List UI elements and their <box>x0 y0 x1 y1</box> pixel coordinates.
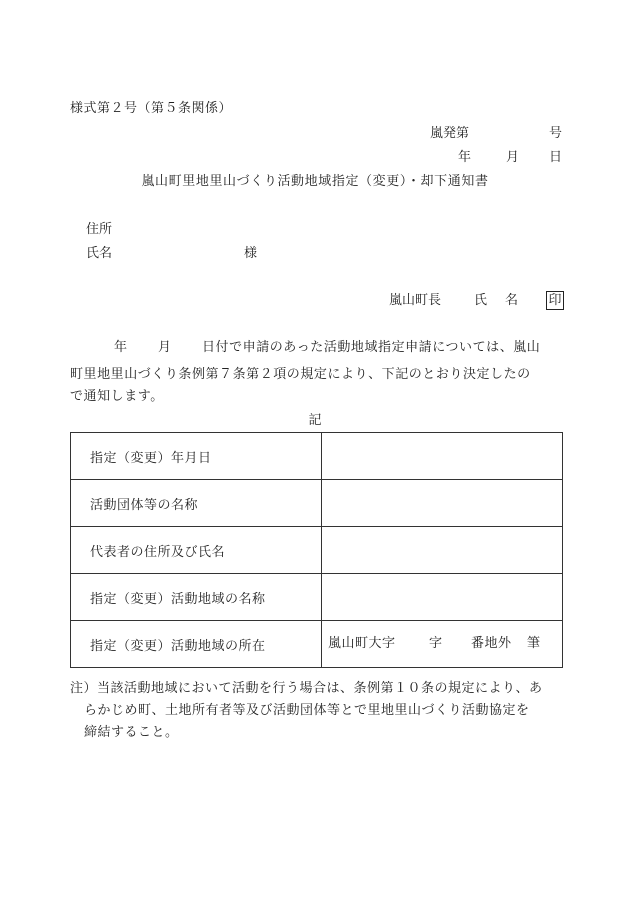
form-number: 様式第２号（第５条関係） <box>70 101 233 116</box>
body-month: 月 <box>158 340 172 355</box>
table-row <box>71 480 563 527</box>
row-label: 活動団体等の名称 <box>71 480 322 527</box>
footnote-line-2: らかじめ町、土地所有者等及び活動団体等とで里地里山づくり活動協定を <box>84 703 530 718</box>
location-value <box>322 621 563 668</box>
recipient-honorific: 様 <box>244 246 258 261</box>
location-aza: 字 <box>429 636 443 651</box>
row-value <box>322 527 563 574</box>
ki-heading: 記 <box>308 413 322 428</box>
row-label: 指定（変更）活動地域の所在 <box>71 621 322 668</box>
row-value <box>322 480 563 527</box>
details-table <box>70 432 563 668</box>
body-year: 年 <box>114 340 128 355</box>
recipient-address-label: 住所 <box>86 222 113 237</box>
row-label: 代表者の住所及び氏名 <box>71 527 322 574</box>
issuer-title: 嵐山町長 <box>389 293 442 308</box>
location-hitsu: 筆 <box>527 636 541 651</box>
body-line-2: 町里地里山づくり条例第７条第２項の規定により、下記のとおり決定したの <box>70 367 531 382</box>
footnote-line-1: 注）当該活動地域において活動を行う場合は、条例第１０条の規定により、あ <box>70 681 543 696</box>
document-title: 嵐山町里地里山づくり活動地域指定（変更）・却下通知書 <box>141 174 489 189</box>
body-line-3: で通知します。 <box>70 389 164 404</box>
seal-box: 印 <box>546 291 564 310</box>
table-row <box>71 433 563 480</box>
table-row <box>71 574 563 621</box>
row-label: 指定（変更）年月日 <box>71 433 322 480</box>
document-number-prefix: 嵐発第 <box>430 126 470 141</box>
row-value <box>322 574 563 621</box>
issuer-name-2: 名 <box>505 293 519 308</box>
date-month: 月 <box>506 150 520 165</box>
footnote-line-3: 締結すること。 <box>84 725 179 740</box>
location-town: 嵐山町大字 <box>328 636 396 651</box>
issuer-name-1: 氏 <box>474 293 488 308</box>
row-label: 指定（変更）活動地域の名称 <box>71 574 322 621</box>
date-day: 日 <box>549 150 563 165</box>
row-value <box>322 433 563 480</box>
table-row <box>71 621 563 668</box>
date-year: 年 <box>458 150 472 165</box>
body-line-1: 日付で申請のあった活動地域指定申請については、嵐山 <box>202 340 541 355</box>
document-number-suffix: 号 <box>548 126 562 141</box>
table-row <box>71 527 563 574</box>
location-banchi: 番地外 <box>471 636 512 651</box>
recipient-name-label: 氏名 <box>86 246 113 261</box>
